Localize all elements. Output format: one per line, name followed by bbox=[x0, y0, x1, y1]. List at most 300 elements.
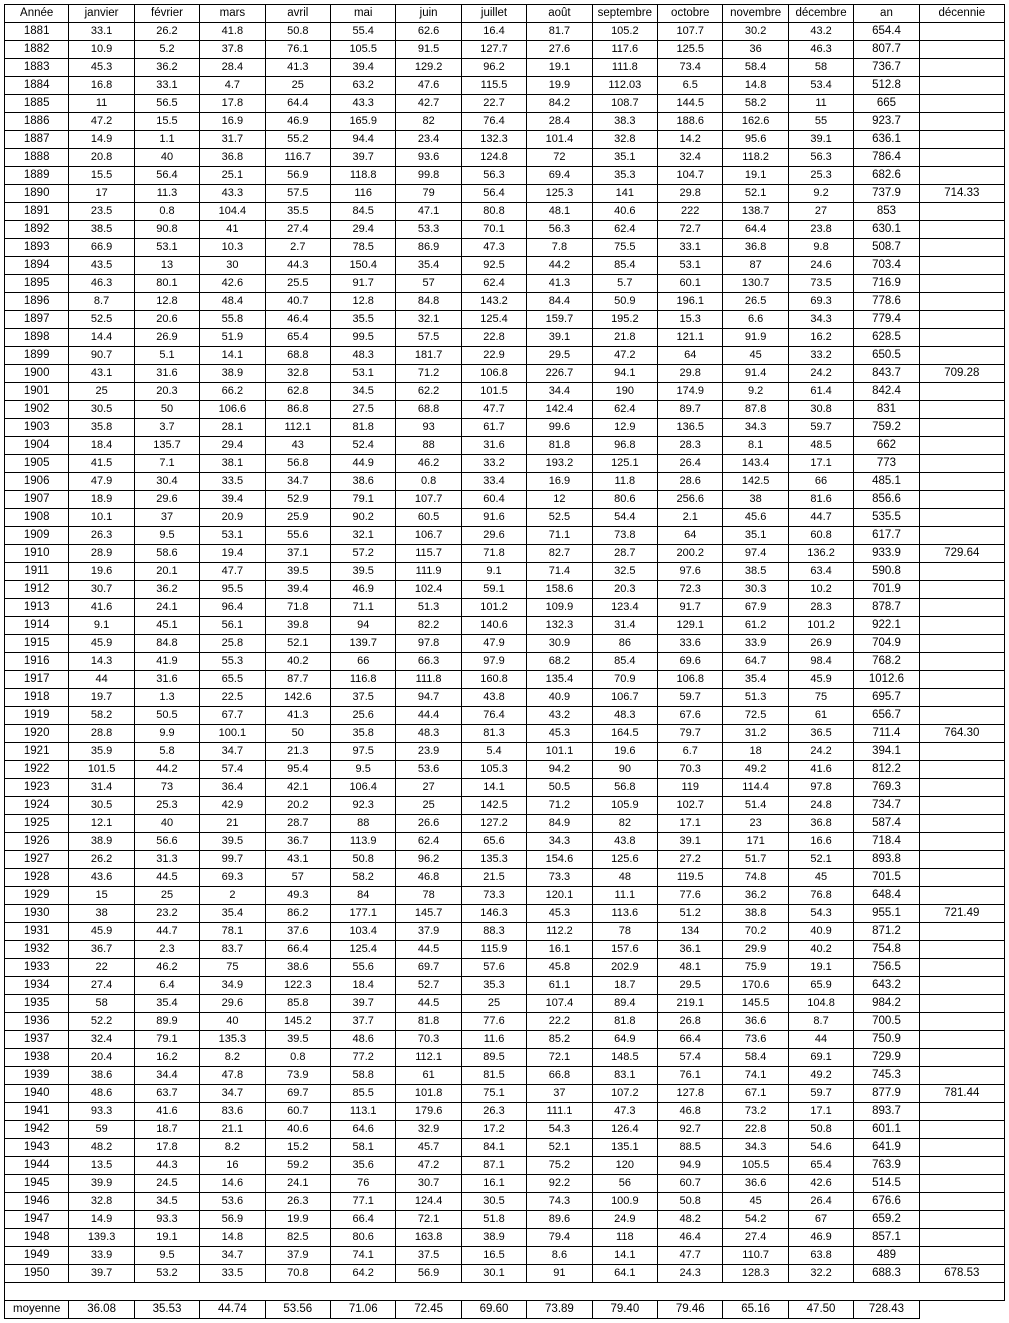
cell-month-value: 61 bbox=[788, 707, 853, 725]
cell-decade-empty bbox=[919, 761, 1004, 779]
cell-year: 1925 bbox=[5, 815, 69, 833]
cell-year: 1892 bbox=[5, 221, 69, 239]
cell-decade-empty bbox=[919, 275, 1004, 293]
cell-decade-empty bbox=[919, 743, 1004, 761]
cell-month-value: 57.5 bbox=[396, 329, 461, 347]
table-row bbox=[5, 869, 1005, 887]
cell-month-value: 36.2 bbox=[134, 581, 199, 599]
cell-month-value: 14.2 bbox=[658, 131, 723, 149]
table-row bbox=[5, 1031, 1005, 1049]
table-row bbox=[5, 365, 1005, 383]
cell-month-value: 163.8 bbox=[396, 1229, 461, 1247]
cell-month-value: 48.2 bbox=[658, 1211, 723, 1229]
cell-annual-total: 394.1 bbox=[854, 743, 919, 761]
cell-month-value: 62.2 bbox=[396, 383, 461, 401]
cell-month-value: 35.9 bbox=[69, 743, 134, 761]
cell-month-value: 14.1 bbox=[200, 347, 265, 365]
cell-annual-total: 779.4 bbox=[854, 311, 919, 329]
cell-annual-total: 812.2 bbox=[854, 761, 919, 779]
cell-decade-empty bbox=[919, 1211, 1004, 1229]
cell-month-value: 52.9 bbox=[265, 491, 330, 509]
cell-month-value: 8.2 bbox=[200, 1049, 265, 1067]
cell-month-value: 106.6 bbox=[200, 401, 265, 419]
cell-month-value: 19.1 bbox=[134, 1229, 199, 1247]
footer-spacer bbox=[5, 1283, 1005, 1301]
cell-month-value: 94 bbox=[331, 617, 396, 635]
cell-month-value: 8.6 bbox=[527, 1247, 592, 1265]
cell-month-value: 53.6 bbox=[396, 761, 461, 779]
cell-month-value: 97.6 bbox=[658, 563, 723, 581]
cell-month-value: 26.8 bbox=[658, 1013, 723, 1031]
cell-annual-total: 617.7 bbox=[854, 527, 919, 545]
cell-month-value: 5.4 bbox=[461, 743, 526, 761]
cell-month-value: 38.1 bbox=[200, 455, 265, 473]
cell-month-value: 25 bbox=[265, 77, 330, 95]
cell-month-value: 14.6 bbox=[200, 1175, 265, 1193]
table-row bbox=[5, 779, 1005, 797]
cell-year: 1884 bbox=[5, 77, 69, 95]
cell-month-value: 135.7 bbox=[134, 437, 199, 455]
cell-month-value: 94.9 bbox=[658, 1157, 723, 1175]
cell-month-value: 23.9 bbox=[396, 743, 461, 761]
cell-month-value: 15.5 bbox=[69, 167, 134, 185]
cell-month-value: 157.6 bbox=[592, 941, 657, 959]
cell-month-value: 60.7 bbox=[265, 1103, 330, 1121]
cell-month-value: 96.2 bbox=[396, 851, 461, 869]
column-header-an: an bbox=[854, 5, 919, 23]
cell-annual-total: 688.3 bbox=[854, 1265, 919, 1283]
cell-month-value: 69.3 bbox=[200, 869, 265, 887]
cell-month-value: 18.7 bbox=[134, 1121, 199, 1139]
cell-month-value: 20.9 bbox=[200, 509, 265, 527]
cell-month-value: 86.9 bbox=[396, 239, 461, 257]
footer-value-decembre: 47.50 bbox=[788, 1301, 853, 1319]
cell-month-value: 86 bbox=[592, 635, 657, 653]
cell-month-value: 19.6 bbox=[592, 743, 657, 761]
cell-month-value: 12 bbox=[527, 491, 592, 509]
cell-month-value: 45.7 bbox=[396, 1139, 461, 1157]
cell-month-value: 19.4 bbox=[200, 545, 265, 563]
cell-month-value: 72.7 bbox=[658, 221, 723, 239]
footer-value-fevrier: 35.53 bbox=[134, 1301, 199, 1319]
cell-month-value: 90 bbox=[592, 761, 657, 779]
cell-month-value: 57 bbox=[265, 869, 330, 887]
cell-month-value: 118.2 bbox=[723, 149, 788, 167]
cell-month-value: 53.6 bbox=[200, 1193, 265, 1211]
cell-year: 1916 bbox=[5, 653, 69, 671]
cell-month-value: 135.4 bbox=[527, 671, 592, 689]
cell-month-value: 57.6 bbox=[461, 959, 526, 977]
cell-month-value: 63.8 bbox=[788, 1247, 853, 1265]
cell-month-value: 45.8 bbox=[527, 959, 592, 977]
footer-value-avril: 53.56 bbox=[265, 1301, 330, 1319]
cell-month-value: 17 bbox=[69, 185, 134, 203]
table-row bbox=[5, 1067, 1005, 1085]
cell-month-value: 90.8 bbox=[134, 221, 199, 239]
cell-year: 1950 bbox=[5, 1265, 69, 1283]
cell-decade-empty bbox=[919, 509, 1004, 527]
cell-month-value: 21 bbox=[200, 815, 265, 833]
cell-month-value: 135.3 bbox=[461, 851, 526, 869]
cell-month-value: 11 bbox=[788, 95, 853, 113]
cell-month-value: 99.6 bbox=[527, 419, 592, 437]
cell-month-value: 39.1 bbox=[527, 329, 592, 347]
cell-month-value: 48.5 bbox=[788, 437, 853, 455]
cell-month-value: 34.7 bbox=[200, 743, 265, 761]
cell-month-value: 89.9 bbox=[134, 1013, 199, 1031]
cell-month-value: 45 bbox=[723, 1193, 788, 1211]
cell-month-value: 50.8 bbox=[788, 1121, 853, 1139]
cell-month-value: 27.2 bbox=[658, 851, 723, 869]
cell-month-value: 5.1 bbox=[134, 347, 199, 365]
cell-year: 1897 bbox=[5, 311, 69, 329]
table-body bbox=[5, 23, 1005, 1283]
cell-month-value: 50.8 bbox=[265, 23, 330, 41]
cell-month-value: 44 bbox=[69, 671, 134, 689]
cell-month-value: 8.2 bbox=[200, 1139, 265, 1157]
table-row bbox=[5, 167, 1005, 185]
cell-month-value: 165.9 bbox=[331, 113, 396, 131]
cell-month-value: 37.6 bbox=[265, 923, 330, 941]
cell-month-value: 0.8 bbox=[134, 203, 199, 221]
cell-month-value: 57.4 bbox=[658, 1049, 723, 1067]
cell-month-value: 51.3 bbox=[723, 689, 788, 707]
cell-month-value: 66.4 bbox=[265, 941, 330, 959]
cell-month-value: 64 bbox=[658, 527, 723, 545]
cell-month-value: 19.1 bbox=[723, 167, 788, 185]
table-row bbox=[5, 293, 1005, 311]
cell-month-value: 17.1 bbox=[788, 455, 853, 473]
cell-month-value: 86.2 bbox=[265, 905, 330, 923]
cell-annual-total: 769.3 bbox=[854, 779, 919, 797]
cell-year: 1915 bbox=[5, 635, 69, 653]
cell-month-value: 69.7 bbox=[396, 959, 461, 977]
cell-month-value: 52.5 bbox=[69, 311, 134, 329]
cell-month-value: 40.6 bbox=[265, 1121, 330, 1139]
cell-month-value: 118.8 bbox=[331, 167, 396, 185]
cell-annual-total: 750.9 bbox=[854, 1031, 919, 1049]
table-row bbox=[5, 599, 1005, 617]
cell-decade-empty bbox=[919, 1175, 1004, 1193]
cell-annual-total: 704.9 bbox=[854, 635, 919, 653]
cell-month-value: 124.4 bbox=[396, 1193, 461, 1211]
column-header-annee: Année bbox=[5, 5, 69, 23]
cell-annual-total: 768.2 bbox=[854, 653, 919, 671]
cell-month-value: 53.2 bbox=[134, 1265, 199, 1283]
cell-month-value: 20.2 bbox=[265, 797, 330, 815]
cell-month-value: 162.6 bbox=[723, 113, 788, 131]
cell-month-value: 45 bbox=[788, 869, 853, 887]
cell-month-value: 62.4 bbox=[592, 221, 657, 239]
cell-month-value: 20.8 bbox=[69, 149, 134, 167]
cell-month-value: 106.7 bbox=[396, 527, 461, 545]
cell-month-value: 32.8 bbox=[592, 131, 657, 149]
cell-month-value: 0.8 bbox=[265, 1049, 330, 1067]
cell-month-value: 20.3 bbox=[134, 383, 199, 401]
cell-month-value: 30 bbox=[200, 257, 265, 275]
cell-month-value: 25.8 bbox=[200, 635, 265, 653]
cell-month-value: 78.1 bbox=[200, 923, 265, 941]
cell-year: 1931 bbox=[5, 923, 69, 941]
cell-month-value: 15.5 bbox=[134, 113, 199, 131]
cell-month-value: 52.1 bbox=[527, 1139, 592, 1157]
cell-month-value: 75 bbox=[788, 689, 853, 707]
cell-month-value: 52.2 bbox=[69, 1013, 134, 1031]
cell-year: 1886 bbox=[5, 113, 69, 131]
cell-annual-total: 665 bbox=[854, 95, 919, 113]
cell-month-value: 59 bbox=[69, 1121, 134, 1139]
table-row bbox=[5, 437, 1005, 455]
cell-month-value: 48.2 bbox=[69, 1139, 134, 1157]
cell-month-value: 91 bbox=[527, 1265, 592, 1283]
cell-month-value: 18.9 bbox=[69, 491, 134, 509]
cell-month-value: 43.1 bbox=[265, 851, 330, 869]
cell-month-value: 26.3 bbox=[265, 1193, 330, 1211]
cell-month-value: 104.8 bbox=[788, 995, 853, 1013]
cell-annual-total: 628.5 bbox=[854, 329, 919, 347]
cell-month-value: 30.3 bbox=[723, 581, 788, 599]
cell-month-value: 46.3 bbox=[69, 275, 134, 293]
table-row bbox=[5, 887, 1005, 905]
cell-month-value: 116.7 bbox=[265, 149, 330, 167]
cell-month-value: 37.5 bbox=[331, 689, 396, 707]
cell-month-value: 171 bbox=[723, 833, 788, 851]
cell-month-value: 37.7 bbox=[331, 1013, 396, 1031]
cell-month-value: 62.4 bbox=[396, 833, 461, 851]
cell-month-value: 11.1 bbox=[592, 887, 657, 905]
table-row bbox=[5, 185, 1005, 203]
cell-month-value: 81.3 bbox=[461, 725, 526, 743]
cell-year: 1941 bbox=[5, 1103, 69, 1121]
cell-month-value: 27 bbox=[788, 203, 853, 221]
cell-annual-total: 656.7 bbox=[854, 707, 919, 725]
cell-month-value: 51.8 bbox=[461, 1211, 526, 1229]
cell-month-value: 28.3 bbox=[658, 437, 723, 455]
cell-annual-total: 682.6 bbox=[854, 167, 919, 185]
cell-month-value: 39.7 bbox=[331, 149, 396, 167]
header-row bbox=[5, 5, 1005, 23]
cell-month-value: 64.4 bbox=[265, 95, 330, 113]
cell-month-value: 60.5 bbox=[396, 509, 461, 527]
cell-month-value: 36.6 bbox=[723, 1175, 788, 1193]
cell-month-value: 64 bbox=[658, 347, 723, 365]
cell-month-value: 87.7 bbox=[265, 671, 330, 689]
cell-decade-empty bbox=[919, 1247, 1004, 1265]
cell-annual-total: 955.1 bbox=[854, 905, 919, 923]
cell-month-value: 24.9 bbox=[592, 1211, 657, 1229]
monthly-rainfall-table bbox=[4, 4, 1005, 1319]
cell-month-value: 55.6 bbox=[331, 959, 396, 977]
cell-month-value: 48.1 bbox=[527, 203, 592, 221]
cell-month-value: 34.4 bbox=[134, 1067, 199, 1085]
cell-month-value: 58.6 bbox=[134, 545, 199, 563]
table-row bbox=[5, 509, 1005, 527]
cell-month-value: 73.2 bbox=[723, 1103, 788, 1121]
cell-month-value: 56.1 bbox=[200, 617, 265, 635]
cell-month-value: 75.2 bbox=[527, 1157, 592, 1175]
cell-month-value: 60.1 bbox=[658, 275, 723, 293]
cell-month-value: 19.6 bbox=[69, 563, 134, 581]
cell-decade-empty bbox=[919, 257, 1004, 275]
cell-month-value: 120.1 bbox=[527, 887, 592, 905]
cell-month-value: 60.7 bbox=[658, 1175, 723, 1193]
cell-year: 1901 bbox=[5, 383, 69, 401]
cell-month-value: 61 bbox=[396, 1067, 461, 1085]
table-footer bbox=[5, 1283, 1005, 1319]
cell-month-value: 125.6 bbox=[592, 851, 657, 869]
cell-month-value: 88 bbox=[331, 815, 396, 833]
cell-month-value: 24.1 bbox=[265, 1175, 330, 1193]
cell-month-value: 89.4 bbox=[592, 995, 657, 1013]
cell-year: 1907 bbox=[5, 491, 69, 509]
cell-month-value: 95.5 bbox=[200, 581, 265, 599]
cell-month-value: 81.8 bbox=[331, 419, 396, 437]
cell-month-value: 53.4 bbox=[788, 77, 853, 95]
cell-month-value: 14.8 bbox=[723, 77, 788, 95]
cell-month-value: 45.9 bbox=[69, 635, 134, 653]
cell-month-value: 38 bbox=[69, 905, 134, 923]
cell-month-value: 38.9 bbox=[200, 365, 265, 383]
column-header-aout: août bbox=[527, 5, 592, 23]
cell-annual-total: 489 bbox=[854, 1247, 919, 1265]
cell-month-value: 54.3 bbox=[527, 1121, 592, 1139]
cell-year: 1905 bbox=[5, 455, 69, 473]
table-row bbox=[5, 1121, 1005, 1139]
cell-month-value: 44.9 bbox=[331, 455, 396, 473]
table-row bbox=[5, 23, 1005, 41]
table-row bbox=[5, 563, 1005, 581]
cell-month-value: 117.6 bbox=[592, 41, 657, 59]
cell-month-value: 30.5 bbox=[69, 797, 134, 815]
table-row bbox=[5, 1193, 1005, 1211]
cell-month-value: 36.5 bbox=[788, 725, 853, 743]
cell-decade-empty bbox=[919, 419, 1004, 437]
cell-month-value: 63.2 bbox=[331, 77, 396, 95]
cell-month-value: 76 bbox=[331, 1175, 396, 1193]
cell-month-value: 30.8 bbox=[788, 401, 853, 419]
cell-month-value: 97.8 bbox=[396, 635, 461, 653]
cell-month-value: 143.2 bbox=[461, 293, 526, 311]
table-row bbox=[5, 491, 1005, 509]
cell-month-value: 11.8 bbox=[592, 473, 657, 491]
cell-month-value: 108.7 bbox=[592, 95, 657, 113]
cell-month-value: 104.4 bbox=[200, 203, 265, 221]
cell-month-value: 256.6 bbox=[658, 491, 723, 509]
cell-month-value: 11 bbox=[69, 95, 134, 113]
cell-month-value: 21.3 bbox=[265, 743, 330, 761]
cell-decade-average: 678.53 bbox=[919, 1265, 1004, 1283]
cell-month-value: 90.7 bbox=[69, 347, 134, 365]
cell-month-value: 99.8 bbox=[396, 167, 461, 185]
cell-month-value: 145.5 bbox=[723, 995, 788, 1013]
cell-month-value: 45.6 bbox=[723, 509, 788, 527]
cell-month-value: 79.1 bbox=[331, 491, 396, 509]
cell-month-value: 97.4 bbox=[723, 545, 788, 563]
cell-month-value: 58.4 bbox=[723, 59, 788, 77]
cell-month-value: 91.6 bbox=[461, 509, 526, 527]
cell-month-value: 107.4 bbox=[527, 995, 592, 1013]
cell-month-value: 28.4 bbox=[527, 113, 592, 131]
cell-month-value: 82 bbox=[592, 815, 657, 833]
cell-month-value: 25.3 bbox=[134, 797, 199, 815]
cell-month-value: 17.8 bbox=[134, 1139, 199, 1157]
cell-month-value: 106.8 bbox=[658, 671, 723, 689]
cell-month-value: 129.1 bbox=[658, 617, 723, 635]
cell-annual-total: 893.8 bbox=[854, 851, 919, 869]
cell-month-value: 28.1 bbox=[200, 419, 265, 437]
cell-month-value: 27.4 bbox=[265, 221, 330, 239]
cell-month-value: 78.5 bbox=[331, 239, 396, 257]
cell-month-value: 12.9 bbox=[592, 419, 657, 437]
cell-month-value: 188.6 bbox=[658, 113, 723, 131]
table-row bbox=[5, 1103, 1005, 1121]
cell-month-value: 46.2 bbox=[396, 455, 461, 473]
cell-month-value: 88.5 bbox=[658, 1139, 723, 1157]
cell-year: 1893 bbox=[5, 239, 69, 257]
cell-annual-total: 831 bbox=[854, 401, 919, 419]
cell-month-value: 219.1 bbox=[658, 995, 723, 1013]
cell-annual-total: 786.4 bbox=[854, 149, 919, 167]
cell-month-value: 24.2 bbox=[788, 365, 853, 383]
cell-month-value: 154.6 bbox=[527, 851, 592, 869]
cell-month-value: 58.2 bbox=[69, 707, 134, 725]
cell-month-value: 30.4 bbox=[134, 473, 199, 491]
cell-month-value: 193.2 bbox=[527, 455, 592, 473]
cell-month-value: 55.6 bbox=[265, 527, 330, 545]
cell-month-value: 39.4 bbox=[331, 59, 396, 77]
cell-month-value: 35.4 bbox=[723, 671, 788, 689]
cell-month-value: 30.7 bbox=[69, 581, 134, 599]
cell-month-value: 41.3 bbox=[265, 59, 330, 77]
cell-month-value: 125.3 bbox=[527, 185, 592, 203]
cell-month-value: 19.1 bbox=[527, 59, 592, 77]
cell-month-value: 29.6 bbox=[134, 491, 199, 509]
cell-month-value: 43.6 bbox=[69, 869, 134, 887]
cell-month-value: 195.2 bbox=[592, 311, 657, 329]
cell-year: 1933 bbox=[5, 959, 69, 977]
cell-month-value: 31.6 bbox=[134, 365, 199, 383]
cell-annual-total: 871.2 bbox=[854, 923, 919, 941]
cell-month-value: 97.9 bbox=[461, 653, 526, 671]
cell-month-value: 91.9 bbox=[723, 329, 788, 347]
cell-month-value: 103.4 bbox=[331, 923, 396, 941]
cell-month-value: 116.8 bbox=[331, 671, 396, 689]
cell-month-value: 34.7 bbox=[200, 1247, 265, 1265]
cell-month-value: 77.1 bbox=[331, 1193, 396, 1211]
cell-month-value: 84 bbox=[331, 887, 396, 905]
cell-month-value: 164.5 bbox=[592, 725, 657, 743]
cell-month-value: 23 bbox=[723, 815, 788, 833]
cell-year: 1935 bbox=[5, 995, 69, 1013]
cell-month-value: 52.1 bbox=[723, 185, 788, 203]
cell-month-value: 37.1 bbox=[265, 545, 330, 563]
cell-month-value: 84.9 bbox=[527, 815, 592, 833]
column-header-fevrier: février bbox=[134, 5, 199, 23]
cell-month-value: 43.8 bbox=[461, 689, 526, 707]
cell-month-value: 67.9 bbox=[723, 599, 788, 617]
cell-month-value: 56.8 bbox=[592, 779, 657, 797]
cell-decade-empty bbox=[919, 221, 1004, 239]
cell-year: 1894 bbox=[5, 257, 69, 275]
cell-month-value: 115.7 bbox=[396, 545, 461, 563]
cell-month-value: 9.2 bbox=[788, 185, 853, 203]
cell-month-value: 45 bbox=[723, 347, 788, 365]
cell-month-value: 111.8 bbox=[396, 671, 461, 689]
cell-month-value: 142.5 bbox=[723, 473, 788, 491]
table-row bbox=[5, 545, 1005, 563]
cell-month-value: 47.9 bbox=[461, 635, 526, 653]
cell-month-value: 47.8 bbox=[200, 1067, 265, 1085]
